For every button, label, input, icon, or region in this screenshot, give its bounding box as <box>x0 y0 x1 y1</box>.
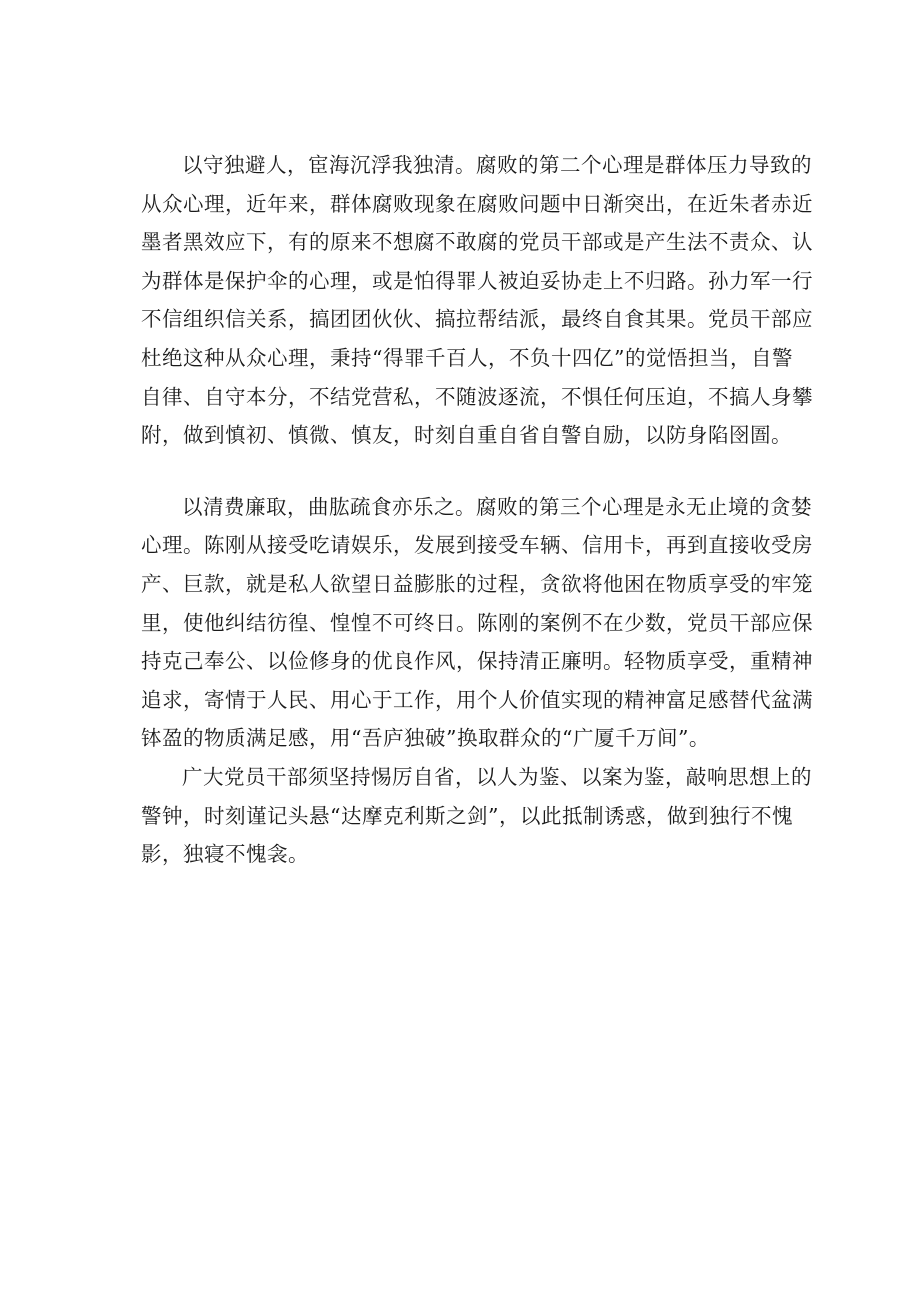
paragraph-line: 附，做到慎初、慎微、慎友，时刻自重自省自警自励，以防身陷囹圄。 <box>141 423 792 448</box>
paragraph-line: 不信组织信关系，搞团团伙伙、搞拉帮结派，最终自食其果。党员干部应 <box>141 307 813 332</box>
paragraph-1 <box>141 146 813 455</box>
paragraph-line: 墨者黑效应下，有的原来不想腐不敢腐的党员干部或是产生法不责众、认 <box>141 230 813 255</box>
paragraph-line: 从众心理，近年来，群体腐败现象在腐败问题中日渐突出，在近朱者赤近 <box>141 191 813 216</box>
paragraph-line: 以守独避人，宦海沉浮我独清。腐败的第二个心理是群体压力导致的 <box>182 153 812 177</box>
paragraph-spacer <box>141 455 786 488</box>
paragraph-line: 里，使他纠结彷徨、惶惶不可终日。陈刚的案例不在少数，党员干部应保 <box>141 610 813 635</box>
paragraph-line: 广大党员干部须坚持惕厉自省，以人为鉴、以案为鉴，敲响思想上的 <box>182 764 812 789</box>
paragraph-line: 钵盈的物质满足感，用“吾庐独破”换取群众的“广厦千万间”。 <box>141 726 710 751</box>
paragraph-line: 影，独寝不愧衾。 <box>141 842 309 867</box>
paragraph-3 <box>141 758 812 874</box>
paragraph-line: 心理。陈刚从接受吃请娱乐，发展到接受车辆、信用卡，再到直接收受房 <box>141 533 813 558</box>
paragraph-line: 自律、自守本分，不结党营私，不随波逐流，不惧任何压迫，不搞人身攀 <box>141 384 813 409</box>
paragraph-line: 为群体是保护伞的心理，或是怕得罪人被迫妥协走上不归路。孙力军一行 <box>141 268 813 293</box>
paragraph-line: 以清费廉取，曲肱疏食亦乐之。腐败的第三个心理是永无止境的贪婪 <box>182 494 812 519</box>
paragraph-line: 杜绝这种从众心理，秉持“得罪千百人，不负十四亿”的觉悟担当，自警 <box>141 345 793 370</box>
document-body <box>141 146 813 874</box>
paragraph-2 <box>141 488 813 758</box>
paragraph-line: 持克己奉公、以俭修身的优良作风，保持清正廉明。轻物质享受，重精神 <box>141 649 813 674</box>
paragraph-line: 警钟，时刻谨记头悬“达摩克利斯之剑”，以此抵制诱惑，做到独行不愧 <box>141 803 793 828</box>
paragraph-line: 产、巨款，就是私人欲望日益膨胀的过程，贪欲将他困在物质享受的牢笼 <box>141 571 813 596</box>
paragraph-line: 追求，寄情于人民、用心于工作，用个人价值实现的精神富足感替代盆满 <box>141 687 813 712</box>
